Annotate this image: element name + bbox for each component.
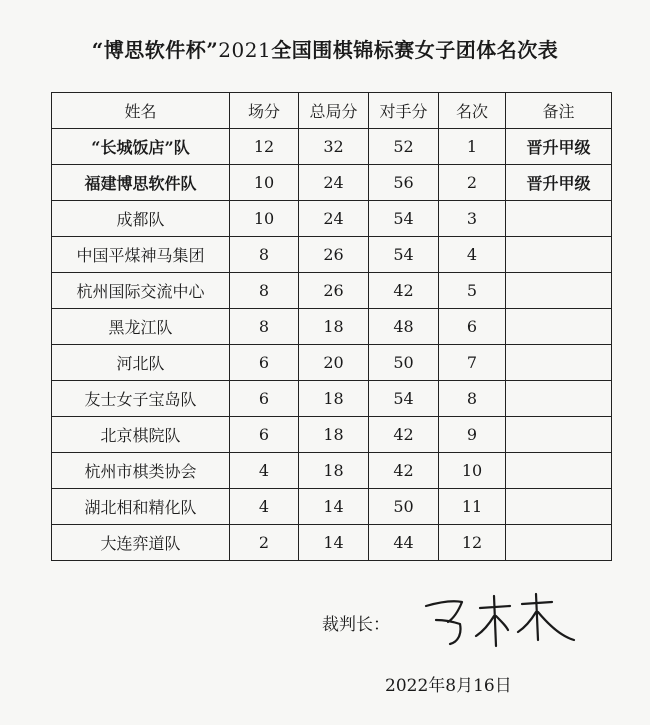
game-points: 26 [299,237,369,273]
table-row [52,345,612,381]
opponent-points: 52 [369,129,439,165]
note [506,489,612,525]
table-row [52,201,612,237]
opponent-points: 50 [369,489,439,525]
team-name: 杭州国际交流中心 [52,273,230,309]
opponent-points: 54 [369,237,439,273]
rank: 11 [439,489,506,525]
referee-signature [418,590,578,650]
rank: 10 [439,453,506,489]
table-row [52,417,612,453]
rank: 5 [439,273,506,309]
opponent-points: 48 [369,309,439,345]
match-points: 6 [230,417,299,453]
team-name: 黑龙江队 [52,309,230,345]
note [506,309,612,345]
team-name: 湖北相和精化队 [52,489,230,525]
opponent-points: 42 [369,453,439,489]
rank: 12 [439,525,506,561]
rank: 7 [439,345,506,381]
document-date: 2022年8月16日 [385,676,512,696]
match-points: 10 [230,165,299,201]
match-points: 4 [230,489,299,525]
game-points: 18 [299,453,369,489]
game-points: 20 [299,345,369,381]
rank: 8 [439,381,506,417]
table-row [52,273,612,309]
note [506,201,612,237]
note [506,453,612,489]
opponent-points: 50 [369,345,439,381]
col-header-note: 备注 [506,93,612,129]
game-points: 24 [299,201,369,237]
note: 晋升甲级 [506,129,612,165]
page-title [0,34,650,63]
note [506,417,612,453]
game-points: 18 [299,309,369,345]
match-points: 6 [230,345,299,381]
ranking-table [51,92,612,561]
match-points: 8 [230,273,299,309]
match-points: 4 [230,453,299,489]
team-name: “长城饭店”队 [52,129,230,165]
table-row [52,489,612,525]
opponent-points: 54 [369,201,439,237]
rank: 9 [439,417,506,453]
title-quoted-part: “博思软件杯” [91,38,219,62]
game-points: 14 [299,489,369,525]
game-points: 26 [299,273,369,309]
col-header-opponent-points: 对手分 [369,93,439,129]
col-header-rank: 名次 [439,93,506,129]
game-points: 24 [299,165,369,201]
table-row [52,525,612,561]
col-header-game-points: 总局分 [299,93,369,129]
team-name: 杭州市棋类协会 [52,453,230,489]
rank: 6 [439,309,506,345]
team-name: 友士女子宝岛队 [52,381,230,417]
rank: 3 [439,201,506,237]
table-row [52,453,612,489]
match-points: 12 [230,129,299,165]
table-header-row [52,93,612,129]
table-row [52,381,612,417]
match-points: 10 [230,201,299,237]
game-points: 32 [299,129,369,165]
rank: 2 [439,165,506,201]
opponent-points: 54 [369,381,439,417]
game-points: 18 [299,417,369,453]
team-name: 大连弈道队 [52,525,230,561]
table-row [52,165,612,201]
team-name: 北京棋院队 [52,417,230,453]
match-points: 2 [230,525,299,561]
game-points: 14 [299,525,369,561]
rank: 1 [439,129,506,165]
match-points: 6 [230,381,299,417]
note [506,237,612,273]
note [506,345,612,381]
col-header-match-points: 场分 [230,93,299,129]
match-points: 8 [230,309,299,345]
match-points: 8 [230,237,299,273]
team-name: 成都队 [52,201,230,237]
title-rest: 全国围棋锦标赛女子团体名次表 [271,38,559,62]
team-name: 福建博思软件队 [52,165,230,201]
col-header-name: 姓名 [52,93,230,129]
team-name: 中国平煤神马集团 [52,237,230,273]
team-name: 河北队 [52,345,230,381]
title-year: 2021 [218,38,272,62]
game-points: 18 [299,381,369,417]
opponent-points: 44 [369,525,439,561]
table-row [52,237,612,273]
note [506,525,612,561]
note [506,381,612,417]
opponent-points: 56 [369,165,439,201]
table-row [52,129,612,165]
note: 晋升甲级 [506,165,612,201]
opponent-points: 42 [369,273,439,309]
referee-label: 裁判长： [322,615,390,635]
note [506,273,612,309]
opponent-points: 42 [369,417,439,453]
rank: 4 [439,237,506,273]
table-row [52,309,612,345]
